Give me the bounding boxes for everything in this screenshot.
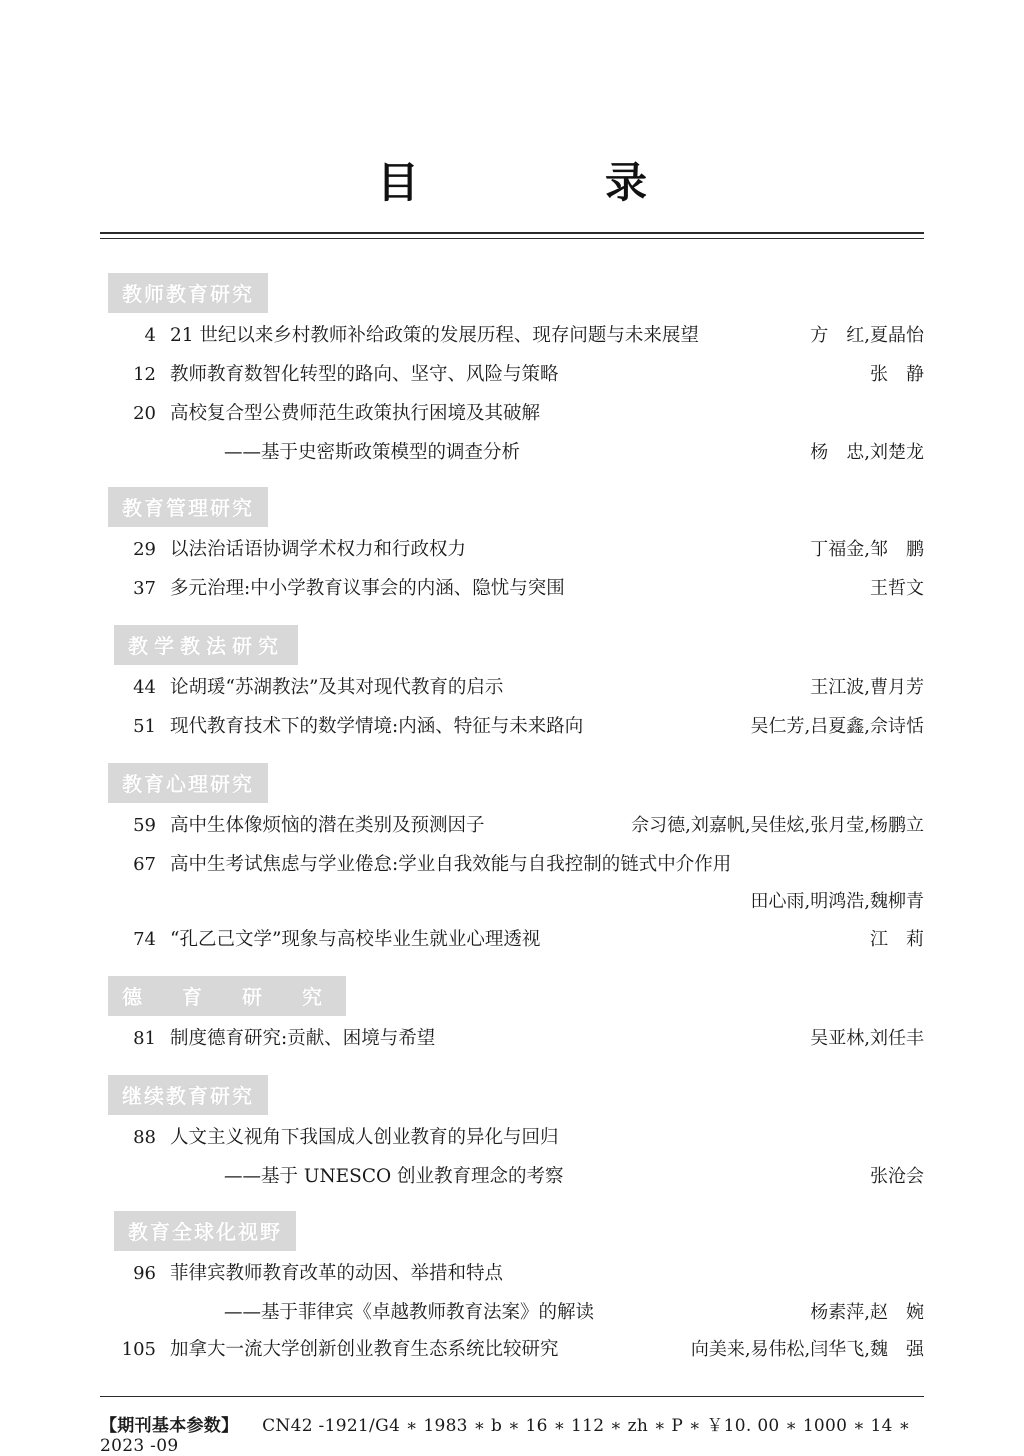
entry-page-number: 20: [133, 402, 156, 424]
toc-entry[interactable]: [100, 1331, 924, 1370]
journal-parameters-label: 【期刊基本参数】: [100, 1415, 239, 1436]
entry-authors: 江 莉: [870, 928, 924, 950]
toc-entry[interactable]: [100, 356, 924, 395]
entry-authors: 杨 忠,刘楚龙: [810, 441, 924, 463]
table-of-contents: [100, 257, 924, 1370]
entry-authors: 吴亚林,刘任丰: [810, 1027, 924, 1049]
entry-authors: 丁福金,邹 鹏: [810, 538, 924, 560]
entry-title: 高中生体像烦恼的潜在类别及预测因子: [170, 814, 485, 836]
entry-title: 多元治理:中小学教育议事会的内涵、隐忧与突围: [170, 577, 565, 599]
toc-entry-subtitle-row[interactable]: [100, 434, 924, 471]
section-heading-educational-psychology: 教育心理研究: [108, 763, 268, 803]
entry-page-number: 88: [133, 1126, 156, 1148]
section-heading-education-management: 教育管理研究: [108, 487, 268, 527]
entry-authors: 方 红,夏晶怡: [810, 325, 924, 346]
entry-subtitle: ——基于史密斯政策模型的调查分析: [224, 441, 521, 463]
entry-page-number: 44: [133, 676, 156, 698]
entry-title: 菲律宾教师教育改革的动因、举措和特点: [170, 1262, 504, 1284]
entry-page-number: 105: [121, 1338, 156, 1360]
entry-page-number: 37: [133, 577, 156, 599]
section-heading-global-education: 教育全球化视野: [114, 1211, 296, 1251]
entry-page-number: 81: [133, 1027, 156, 1049]
journal-parameters-value: CN42 -1921/G4 ∗ 1983 ∗ b ∗ 16 ∗ 112 ∗ zh ∗ P ∗ ￥10. 00 ∗ 1000 ∗ 14 ∗ 2023 -09: [100, 1415, 911, 1456]
entry-page-number: 96: [133, 1262, 156, 1284]
page-title: 目 录: [376, 158, 681, 207]
entry-page-number: 12: [133, 363, 156, 385]
entry-authors: 王江波,曹月芳: [810, 676, 924, 698]
toc-entry[interactable]: [100, 846, 924, 885]
entry-page-number: 29: [133, 538, 156, 560]
toc-entry-subtitle-row[interactable]: [100, 1294, 924, 1331]
entry-page-number: 59: [133, 814, 156, 836]
section-heading-moral-education: 德 育 研 究: [108, 976, 346, 1016]
entry-page-number: 74: [133, 928, 156, 950]
entry-authors: 王哲文: [870, 577, 924, 599]
entry-page-number: 67: [133, 853, 156, 875]
toc-entry[interactable]: [100, 531, 924, 570]
entry-title: 论胡瑗“苏湖教法”及其对现代教育的启示: [170, 676, 504, 698]
entry-authors: 张 静: [870, 363, 924, 385]
toc-entry[interactable]: [100, 1255, 924, 1294]
entry-authors: 向美来,易伟松,闫华飞,魏 强: [690, 1338, 924, 1360]
toc-entry[interactable]: [100, 708, 924, 747]
toc-entry[interactable]: [100, 395, 924, 434]
section-heading-teacher-education: 教师教育研究: [108, 273, 268, 313]
entry-title: 高校复合型公费师范生政策执行困境及其破解: [170, 402, 541, 424]
entry-title: 加拿大一流大学创新创业教育生态系统比较研究: [170, 1338, 559, 1360]
entry-page-number: 51: [133, 715, 156, 737]
toc-entry[interactable]: [100, 669, 924, 708]
toc-entry[interactable]: [100, 807, 924, 846]
toc-entry-subtitle-row[interactable]: [100, 1158, 924, 1195]
entry-title: 人文主义视角下我国成人创业教育的异化与回归: [170, 1126, 559, 1148]
entry-page-number: 4: [144, 325, 156, 346]
entry-title: 高中生考试焦虑与学业倦怠:学业自我效能与自我控制的链式中介作用: [170, 853, 732, 875]
entry-title: 以法治话语协调学术权力和行政权力: [170, 538, 467, 560]
entry-authors: 杨素萍,赵 婉: [810, 1301, 924, 1323]
entry-subtitle: ——基于 UNESCO 创业教育理念的考察: [224, 1165, 564, 1187]
toc-entry[interactable]: [100, 570, 924, 609]
entry-authors-continuation: 田心雨,明鸿浩,魏柳青: [750, 890, 924, 912]
entry-title: “孔乙己文学”现象与高校毕业生就业心理透视: [170, 928, 541, 950]
entry-authors: 张沧会: [870, 1165, 924, 1187]
entry-title: 现代教育技术下的数学情境:内涵、特征与未来路向: [170, 715, 584, 737]
entry-title: 21 世纪以来乡村教师补给政策的发展历程、现存问题与未来展望: [170, 325, 699, 346]
header-divider: [100, 232, 924, 239]
entry-authors: 吴仁芳,吕夏鑫,佘诗恬: [750, 715, 924, 737]
toc-entry[interactable]: [100, 1119, 924, 1158]
section-heading-continuing-education: 继续教育研究: [108, 1075, 268, 1115]
entry-title: 教师教育数智化转型的路向、坚守、风险与策略: [170, 363, 559, 385]
entry-subtitle: ——基于菲律宾《卓越教师教育法案》的解读: [224, 1301, 595, 1323]
toc-entry[interactable]: [100, 317, 924, 356]
section-heading-teaching-methods: 教学教法研究: [114, 625, 298, 665]
toc-entry[interactable]: [100, 1020, 924, 1059]
journal-parameters: [100, 1411, 924, 1456]
entry-authors: 佘习德,刘嘉帆,吴佳炫,张月莹,杨鹏立: [631, 814, 924, 836]
entry-title: 制度德育研究:贡献、困境与希望: [170, 1027, 436, 1049]
footer-divider: [100, 1396, 924, 1397]
toc-entry[interactable]: [100, 921, 924, 960]
